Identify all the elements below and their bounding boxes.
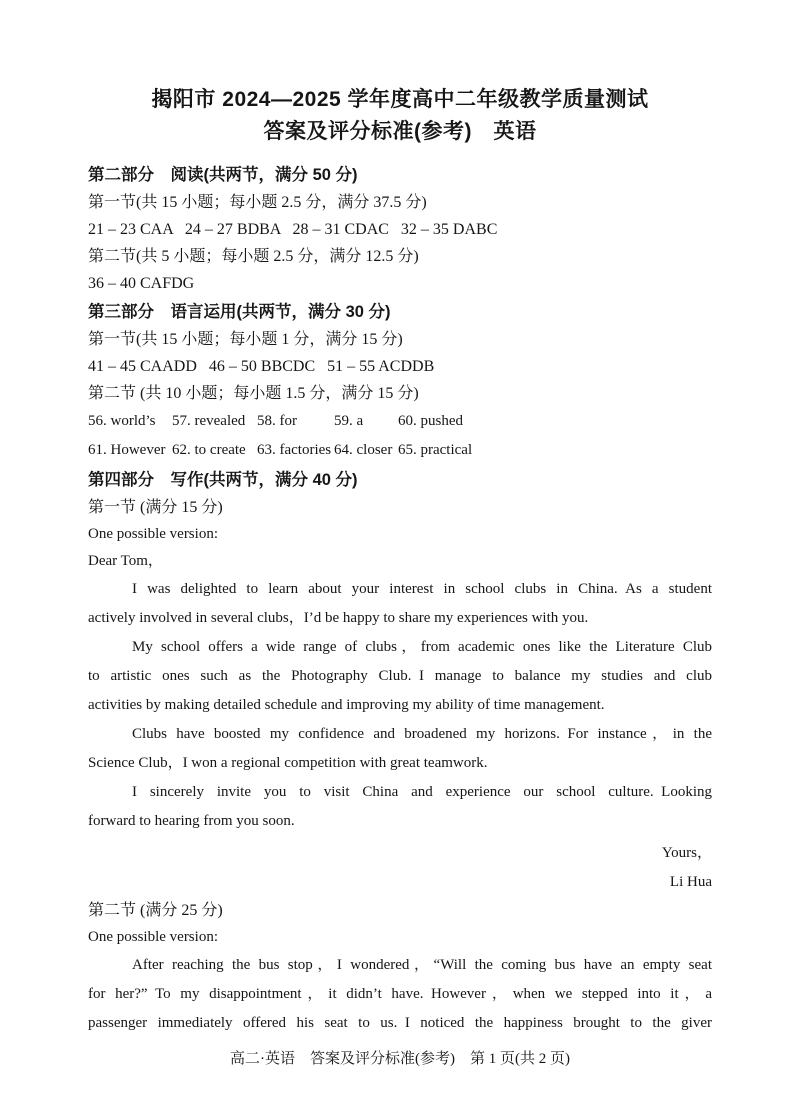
cloze-answers-row-61-65 — [88, 436, 712, 465]
essay1-paragraph2-line2: to artistic ones such as the Photography Club. I manage to balance my studies and club — [88, 668, 712, 684]
essay1-salutation: Dear Tom， — [88, 553, 163, 569]
part2-section1-answers: 21 – 23 CAA 24 – 27 BDBA 28 – 31 CDAC 32 – 35 DABC — [88, 221, 498, 238]
part4-writing-header: 第四部分 写作(共两节，满分 40 分) — [88, 471, 358, 489]
document-title-line1: 揭阳市 2024—2025 学年度高中二年级教学质量测试 — [151, 88, 649, 111]
part3-language-use-header: 第三部分 语言运用(共两节，满分 30 分) — [88, 303, 391, 321]
part4-section1-title: 第一节 (满分 15 分) — [88, 499, 223, 516]
essay2-paragraph1-line2: for her?” To my disappointment，it didn’t have. However，when we stepped into it，a — [88, 986, 712, 1002]
essay1-version-label: One possible version: — [88, 526, 218, 542]
cloze-answer-60: 60. pushed — [398, 413, 463, 429]
essay1-paragraph3-line2: Science Club，I won a regional competition with great teamwork. — [88, 755, 488, 771]
part2-section2-answers: 36 – 40 CAFDG — [88, 275, 195, 292]
essay1-signature-li-hua: Li Hua — [669, 874, 712, 890]
cloze-answer-64: 64. closer — [334, 442, 393, 458]
essay1-paragraph2-line1: My school offers a wide range of clubs，from academic ones like the Literature Club — [132, 639, 712, 655]
essay1-paragraph3-line1: Clubs have boosted my confidence and broadened my horizons. For instance，in the — [132, 726, 712, 742]
cloze-answer-62: 62. to create — [172, 442, 246, 458]
essay1-paragraph1-line2: actively involved in several clubs，I’d be happy to share my experiences with you. — [88, 610, 589, 626]
cloze-answer-65: 65. practical — [398, 442, 473, 458]
part2-reading-header: 第二部分 阅读(共两节，满分 50 分) — [88, 166, 358, 184]
cloze-answer-59: 59. a — [334, 413, 364, 429]
part3-section1-title: 第一节(共 15 小题；每小题 1 分，满分 15 分) — [88, 331, 403, 348]
document-title-line2: 答案及评分标准(参考) 英语 — [263, 120, 537, 143]
cloze-answer-57: 57. revealed — [172, 413, 246, 429]
cloze-answer-63: 63. factories — [257, 442, 332, 458]
essay1-paragraph1-line1: I was delighted to learn about your interest in school clubs in China. As a student — [132, 581, 712, 597]
part2-section1-title: 第一节(共 15 小题；每小题 2.5 分，满分 37.5 分) — [88, 194, 427, 211]
essay1-paragraph2-line3: activities by making detailed schedule and improving my ability of time management. — [88, 697, 605, 713]
cloze-answer-58: 58. for — [257, 413, 297, 429]
essay1-paragraph4-line1: I sincerely invite you to visit China and experience our school culture. Looking — [132, 784, 712, 800]
part4-section2-title: 第二节 (满分 25 分) — [88, 902, 223, 919]
essay2-version-label: One possible version: — [88, 929, 218, 945]
document-body — [0, 162, 800, 1038]
essay1-paragraph4-line2: forward to hearing from you soon. — [88, 813, 295, 829]
cloze-answers-row-56-60 — [88, 407, 712, 436]
essay2-paragraph1-line1: After reaching the bus stop，I wondered，“Will the coming bus have an empty seat — [132, 957, 712, 973]
page-footer: 高二·英语 答案及评分标准(参考) 第 1 页(共 2 页) — [230, 1051, 570, 1067]
part3-section1-answers: 41 – 45 CAADD 46 – 50 BBCDC 51 – 55 ACDDB — [88, 358, 435, 375]
part2-section2-title: 第二节(共 5 小题；每小题 2.5 分，满分 12.5 分) — [88, 248, 419, 265]
part3-section2-title: 第二节 (共 10 小题；每小题 1.5 分，满分 15 分) — [88, 385, 419, 402]
cloze-answer-56: 56. world’s — [88, 413, 156, 429]
essay2-paragraph1-line3: passenger immediately offered his seat to us. I noticed the happiness brought to the giver — [88, 1015, 712, 1031]
cloze-answer-61: 61. However — [88, 442, 166, 458]
essay1-closing-yours: Yours， — [661, 845, 712, 861]
